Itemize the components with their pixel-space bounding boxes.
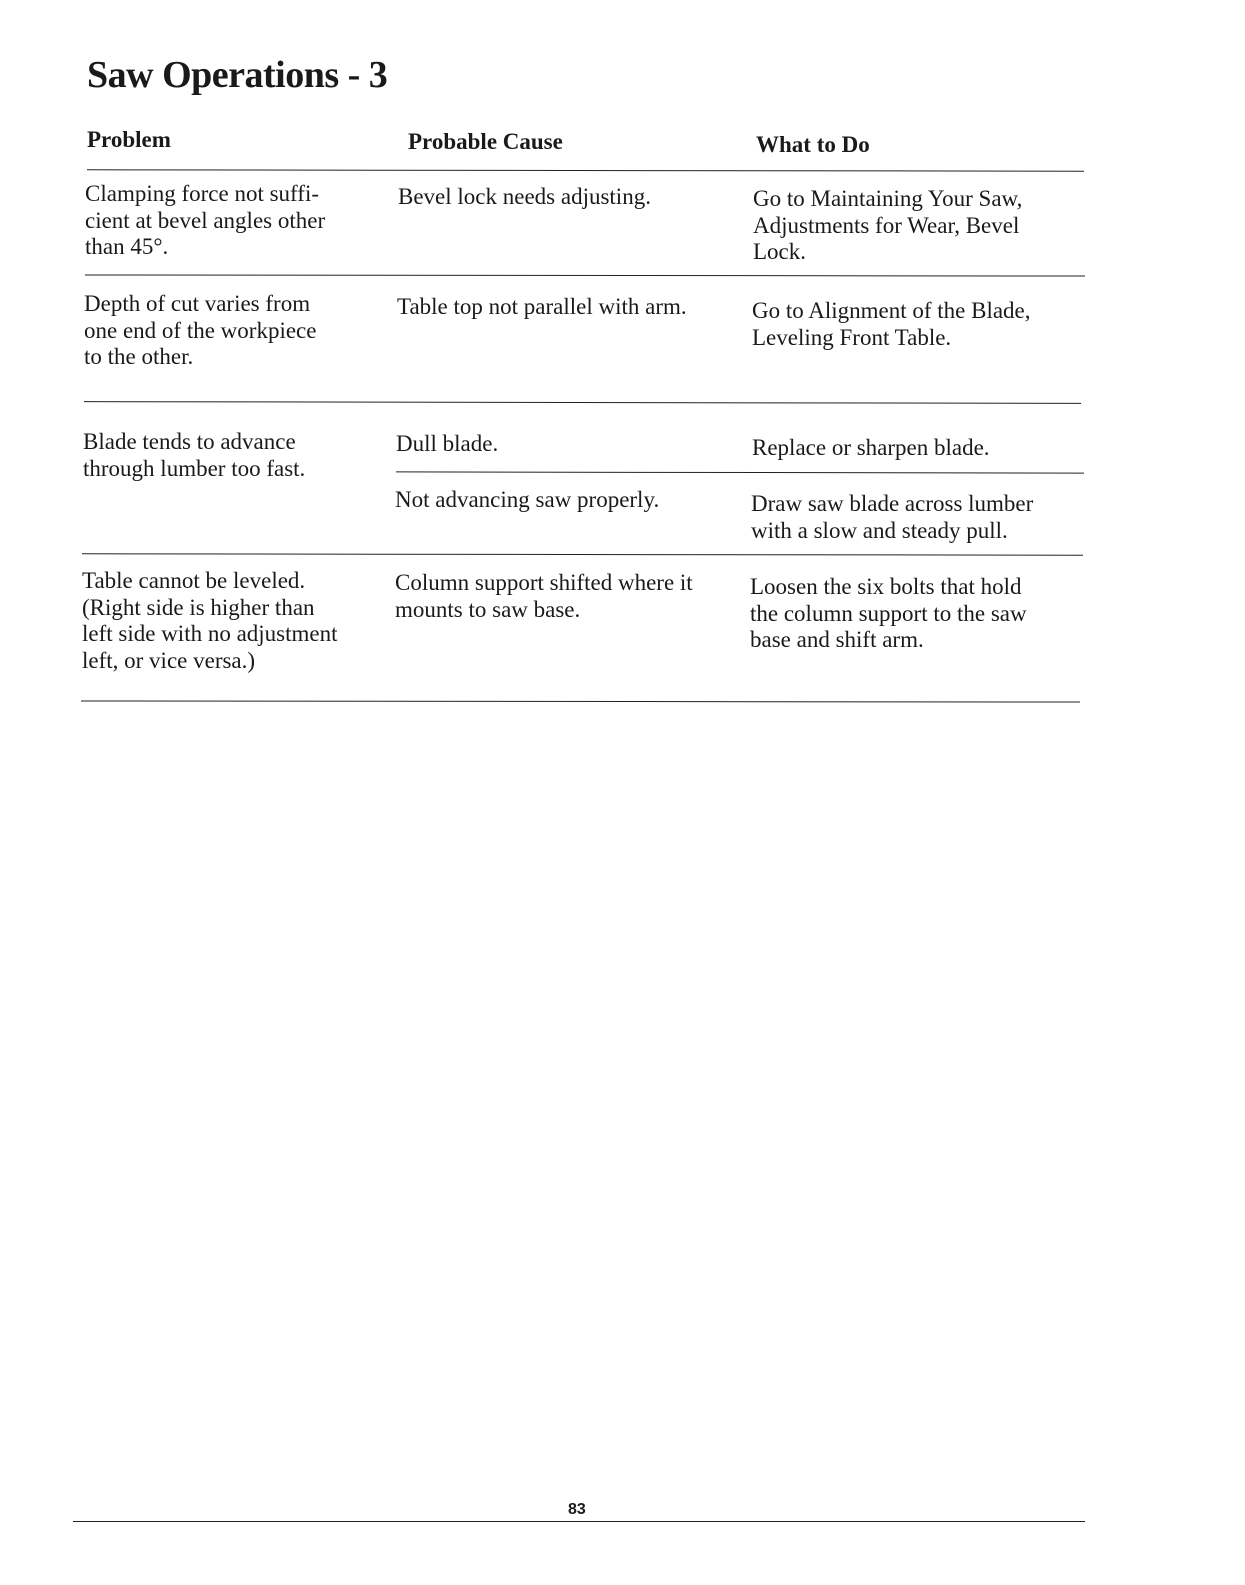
header-what-to-do: What to Do (756, 132, 870, 157)
row-3-action-1: Replace or sharpen blade. (752, 435, 990, 460)
row-4-cause: Column support shifted where it mounts to saw base. (395, 570, 693, 622)
row-3-sub-rule (396, 471, 1084, 473)
row-1-action: Go to Maintaining Your Saw, Adjustments for Wear, Bevel Lock. (753, 186, 1023, 264)
row-2-rule (84, 401, 1081, 404)
row-2-action: Go to Alignment of the Blade, Leveling Front Table. (752, 298, 1031, 350)
row-2-problem: Depth of cut varies from one end of the workpiece to the other. (84, 291, 317, 369)
row-3-cause-2: Not advancing saw properly. (395, 487, 660, 512)
row-3-cause-1: Dull blade. (396, 431, 499, 456)
row-1-rule (85, 274, 1085, 276)
row-4-problem: Table cannot be leveled. (Right side is higher than left side with no adjustment left, or vice versa.) (82, 568, 338, 673)
row-3-problem: Blade tends to advance through lumber too fast. (83, 429, 306, 481)
page-number: 83 (568, 1501, 586, 1518)
row-3-rule (82, 553, 1083, 555)
row-2-cause: Table top not parallel with arm. (397, 294, 687, 319)
footer-rule (73, 1521, 1085, 1522)
row-1-cause: Bevel lock needs adjusting. (398, 184, 651, 209)
header-rule (87, 169, 1084, 171)
header-problem: Problem (87, 127, 171, 152)
row-1-problem: Clamping force not suffi- cient at bevel angles other than 45°. (85, 181, 326, 259)
row-3-action-2: Draw saw blade across lumber with a slow and steady pull. (751, 491, 1034, 543)
header-probable-cause: Probable Cause (408, 129, 563, 154)
row-4-action: Loosen the six bolts that hold the column support to the saw base and shift arm. (750, 574, 1027, 652)
row-4-rule (81, 700, 1080, 702)
page-title: Saw Operations - 3 (87, 54, 388, 96)
